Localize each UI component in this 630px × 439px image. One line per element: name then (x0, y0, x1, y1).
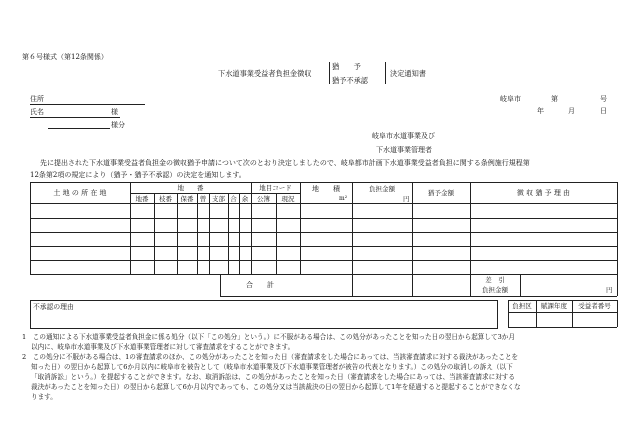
address-line[interactable] (30, 104, 145, 105)
issuer-city: 岐阜市 (500, 95, 521, 103)
code-beneficiary-label: 受益者番号 (578, 302, 611, 310)
address-label: 住所 (30, 95, 44, 103)
table-row[interactable] (31, 233, 616, 245)
balance-label-2: 負担金額 (482, 286, 508, 294)
body-line-1: 先に提出された下水道事業受益者負担金の徴収猶予申請について次のとおり決定しましたので、岐阜都市計画下水道事業受益者負担に関する条例施行規程第 (40, 159, 530, 167)
note-2-line-3: 「取消訴訟」という。）を提起することができます。なお、取消訴訟は、この処分があったことを知った日（審査請求をした場合にあっては、当該審査請求に対する (31, 373, 515, 381)
date-day: 日 (600, 107, 607, 115)
title-option-defer: 猶 予 (332, 62, 361, 71)
number-suffix: 号 (600, 95, 607, 103)
note-1-line-2: 以内に、岐阜市水道事業及び下水道事業管理者に対して審査請求をすることができます。 (31, 343, 295, 351)
proxy-label: 様分 (111, 121, 125, 129)
date-year: 年 (537, 107, 544, 115)
header-deferral-amount: 猶予金額 (428, 189, 454, 197)
honorific: 様 (111, 108, 118, 116)
title-bracket-right (385, 62, 386, 84)
title-option-refuse: 猶予不承認 (332, 76, 368, 85)
header-code-actual: 現況 (281, 195, 295, 203)
balance-label-1: 差 引 (485, 276, 505, 284)
title-bracket-left (329, 62, 330, 84)
note-2-line-4: 裁決があったことを知った日）の翌日から起算して6か月以内であっても、この処分又は当該裁決の日の翌日から起算して1年を経過すると提起することができなくな (31, 383, 521, 391)
header-area: 地 積 (312, 185, 340, 193)
header-deferral-reason: 徴 収 猶 予 理 由 (516, 189, 571, 197)
issuer-org: 岐阜市水道事業及び (372, 132, 435, 140)
number-label: 第 (551, 95, 558, 103)
header-lot-so: 曽 (199, 195, 207, 203)
header-lot-branch-office: 支部 (212, 195, 225, 203)
form-number-label: 第６号様式（第12条関係） (22, 53, 108, 61)
table-row[interactable] (31, 219, 616, 231)
header-charge: 負担金額 (369, 185, 395, 193)
table-row[interactable] (31, 204, 616, 217)
title-suffix: 決定通知書 (390, 69, 426, 78)
note-2-line-5: ります。 (31, 393, 57, 401)
date-month: 月 (568, 107, 575, 115)
total-label: 合 計 (246, 281, 274, 289)
header-location: 土 地 の 所 在 地 (53, 189, 107, 197)
header-lot-main: 地番 (135, 195, 149, 203)
code-district-label: 負担区 (512, 302, 532, 310)
header-land-code: 地目コード (259, 184, 292, 192)
header-lot-yo: 余 (241, 195, 249, 203)
header-lot-number: 地 番 (177, 184, 204, 192)
header-lot-hoban: 保番 (180, 195, 194, 203)
name-label: 氏名 (30, 108, 44, 116)
area-unit: m² (339, 195, 348, 202)
header-lot-branch: 枝番 (159, 195, 172, 203)
table-row[interactable] (31, 261, 616, 273)
code-year-label: 賦課年度 (541, 302, 567, 310)
charge-unit: 円 (403, 195, 410, 203)
note-2-line-2: 知った日）の翌日から起算して6か月以内に岐阜市を被告として（岐阜市水道事業及び下水道事業管理者が被告の代表となります。）この処分の取消しの訴え（以下 (31, 363, 513, 371)
title-prefix: 下水道事業受益者負担金徴収 (218, 69, 312, 78)
refusal-reason-label: 不承認の理由 (33, 303, 74, 311)
header-lot-go: 合 (230, 195, 237, 203)
note-2-line-1: 2 この処分に不服がある場合は、1の審査請求のほか、この処分があったことを知った日（審査請求をした場合にあっては、当該審査請求に対する裁決があったことを (22, 353, 519, 361)
note-1-line-1: 1 この通知による下水道事業受益者負担金に係る処分（以下「この処分」という。）に不服がある場合は、この処分があったことを知った日の翌日から起算して3か月 (22, 333, 515, 341)
body-line-2: 12条第2項の規定により（猶予・猶予不承認）の決定を通知します。 (30, 171, 246, 179)
issuer-admin: 下水道事業管理者 (376, 146, 432, 154)
balance-unit: 円 (606, 286, 613, 294)
table-row[interactable] (31, 247, 616, 259)
refusal-reason-box[interactable] (30, 300, 498, 329)
header-code-registry: 公簿 (257, 195, 270, 203)
proxy-line[interactable] (48, 128, 110, 129)
name-line[interactable] (30, 117, 120, 118)
